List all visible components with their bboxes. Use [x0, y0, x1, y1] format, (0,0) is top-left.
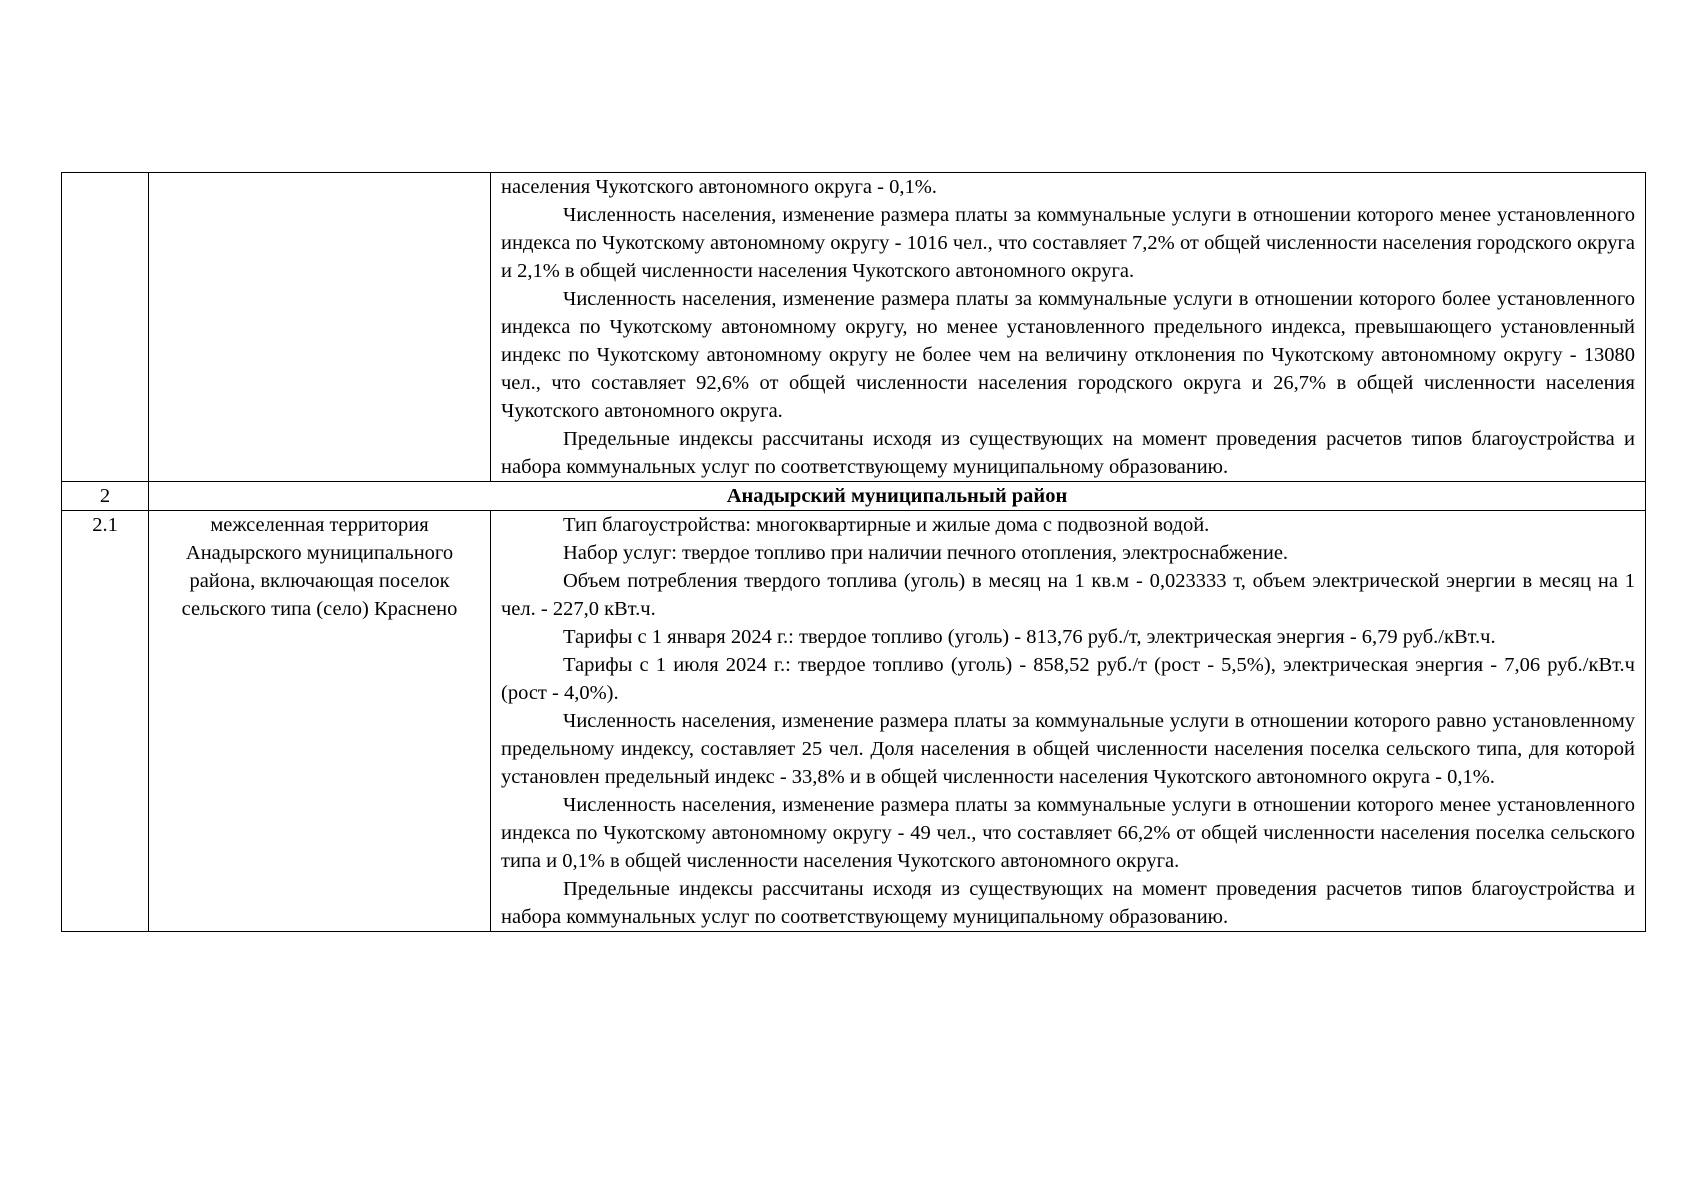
description-paragraph: населения Чукотского автономного округа - 0,1%.: [501, 176, 937, 198]
territory-name-cell: межселенная территория Анадырского муниципального района, включающая поселок сельского типа (село) Краснено: [149, 511, 491, 932]
description-paragraph: Набор услуг: твердое топливо при наличии печного отопления, электроснабжение.: [563, 542, 1289, 564]
table-row: [62, 511, 1646, 932]
section-number-cell: 2: [62, 482, 149, 511]
description-cell: [491, 511, 1646, 932]
description-paragraph: Численность населения, изменение размера платы за коммунальные услуги в отношении которого равно установленному предельному индексу, составляет 25 чел. Доля населения в общей численности населения поселка сельского типа, для которой установлен предельный индекс - 33,8% и в общей численности населения Чукотского автономного округа - 0,1%.: [501, 710, 1635, 788]
tariff-table: [61, 172, 1646, 932]
description-paragraph: Численность населения, изменение размера платы за коммунальные услуги в отношении которого менее установленного индекса по Чукотскому автономному округу - 49 чел., что составляет 66,2% от общей численности населения поселка сельского типа и 0,1% в общей численности населения Чукотского автономного округа.: [501, 794, 1635, 872]
row-number-cell: [62, 173, 149, 482]
row-number-cell: 2.1: [62, 511, 149, 932]
table-row: [62, 173, 1646, 482]
description-paragraph: Численность населения, изменение размера платы за коммунальные услуги в отношении которого менее установленного индекса по Чукотскому автономному округу - 1016 чел., что составляет 7,2% от общей численности населения городского округа и 2,1% в общей численности населения Чукотского автономного округа.: [501, 204, 1635, 282]
description-paragraph: Предельные индексы рассчитаны исходя из существующих на момент проведения расчетов типов благоустройства и набора коммунальных услуг по соответствующему муниципальному образованию.: [501, 428, 1635, 478]
description-paragraph: Тарифы с 1 июля 2024 г.: твердое топливо (уголь) - 858,52 руб./т (рост - 5,5%), электрическая энергия - 7,06 руб./кВт.ч (рост - 4,0%).: [501, 654, 1635, 704]
description-paragraph: Тип благоустройства: многоквартирные и жилые дома с подвозной водой.: [563, 514, 1210, 536]
description-cell: [491, 173, 1646, 482]
description-paragraph: Тарифы с 1 января 2024 г.: твердое топливо (уголь) - 813,76 руб./т, электрическая энергия - 6,79 руб./кВт.ч.: [563, 626, 1496, 648]
description-paragraph: Численность населения, изменение размера платы за коммунальные услуги в отношении которого более установленного индекса по Чукотскому автономному округу, но менее установленного предельного индекса, превышающего установленный индекс по Чукотскому автономному округу не более чем на величину отклонения по Чукотскому автономному округу - 13080 чел., что составляет 92,6% от общей численности населения городского округа и 26,7% в общей численности населения Чукотского автономного округа.: [501, 288, 1635, 422]
section-row: [62, 482, 1646, 511]
description-paragraph: Предельные индексы рассчитаны исходя из существующих на момент проведения расчетов типов благоустройства и набора коммунальных услуг по соответствующему муниципальному образованию.: [501, 878, 1635, 928]
description-paragraph: Объем потребления твердого топлива (уголь) в месяц на 1 кв.м - 0,023333 т, объем электрической энергии в месяц на 1 чел. - 227,0 кВт.ч.: [501, 570, 1635, 620]
section-title: Анадырский муниципальный район: [149, 482, 1646, 511]
territory-name-cell: [149, 173, 491, 482]
